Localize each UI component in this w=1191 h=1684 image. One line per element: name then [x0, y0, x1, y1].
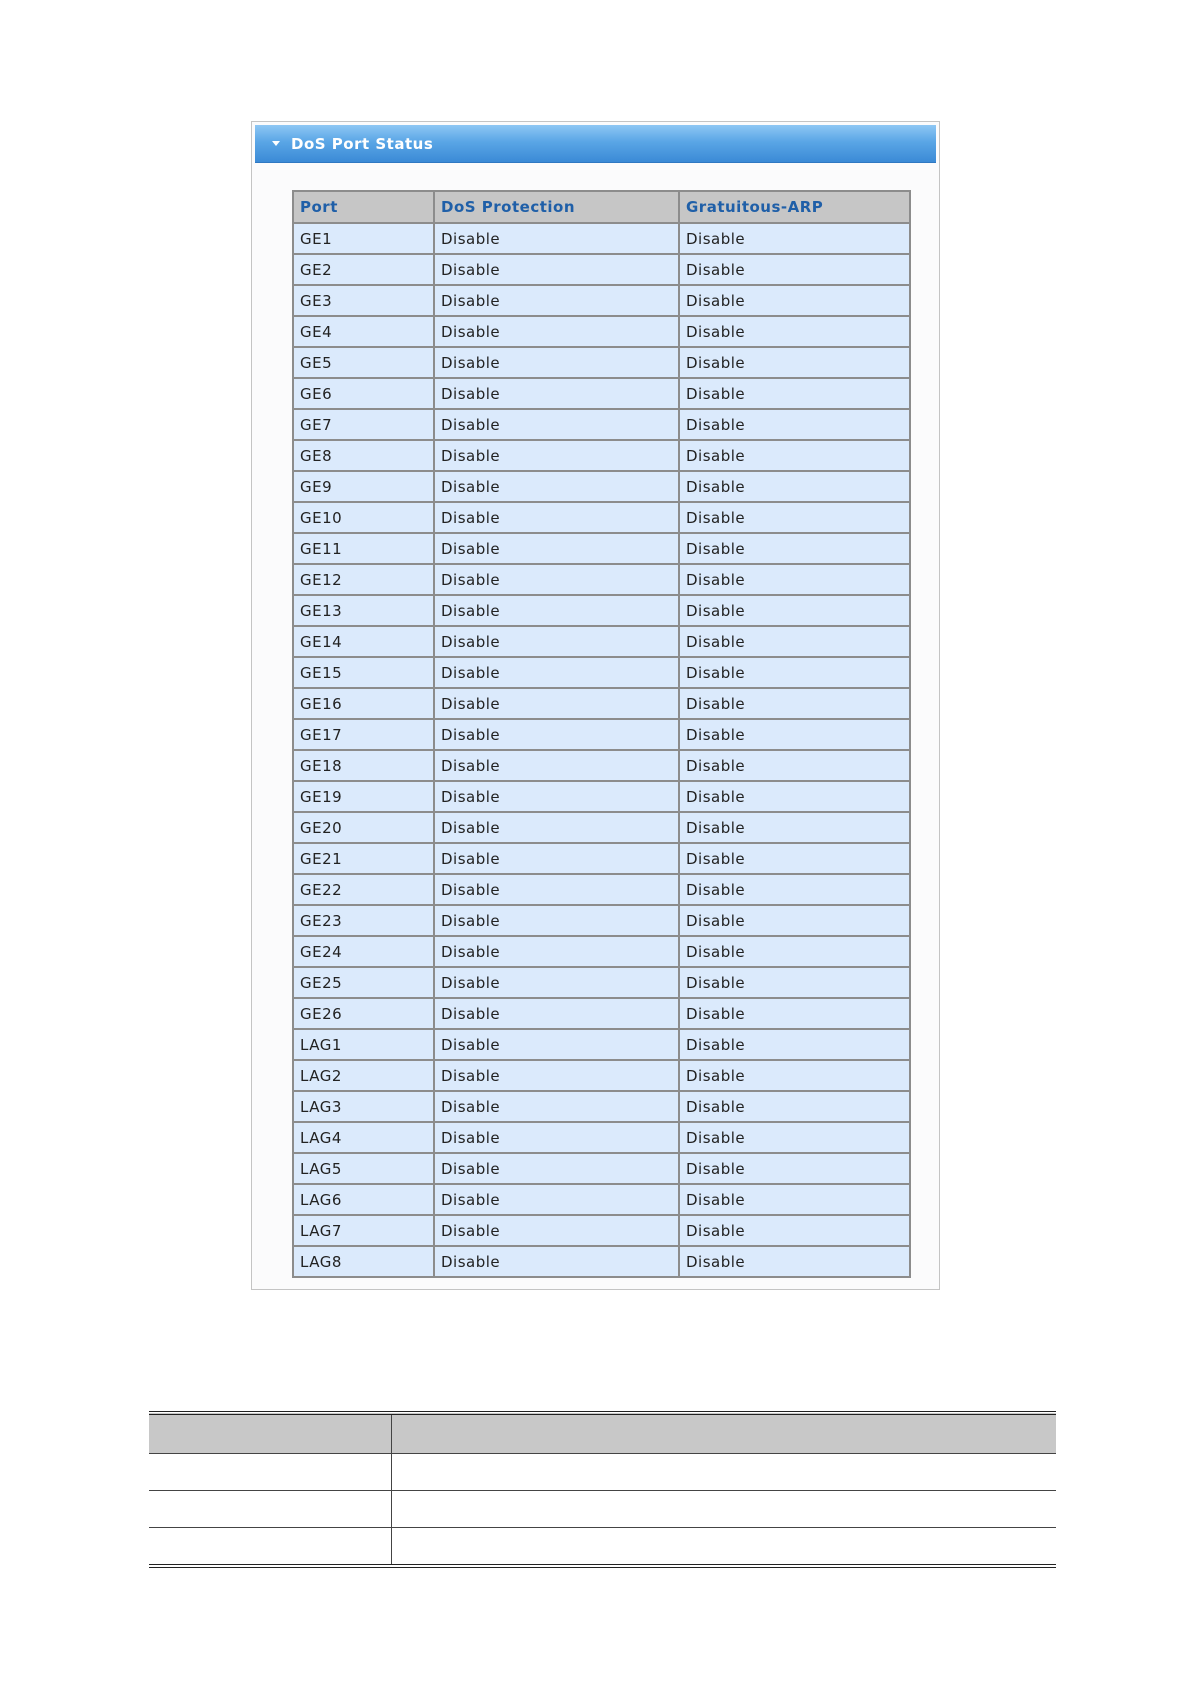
gratuitous-arp-cell: Disable — [679, 626, 910, 657]
dos-protection-cell: Disable — [434, 1122, 679, 1153]
dos-protection-cell: Disable — [434, 750, 679, 781]
dos-protection-cell: Disable — [434, 316, 679, 347]
dos-protection-cell: Disable — [434, 1153, 679, 1184]
gratuitous-arp-cell: Disable — [679, 1060, 910, 1091]
table-row — [293, 533, 910, 564]
panel-title: DoS Port Status — [291, 134, 434, 153]
dos-protection-cell: Disable — [434, 254, 679, 285]
gratuitous-arp-cell: Disable — [679, 812, 910, 843]
description-header-cell — [149, 1413, 392, 1454]
dos-protection-cell: Disable — [434, 1184, 679, 1215]
table-row — [293, 1246, 910, 1277]
port-cell: GE8 — [293, 440, 434, 471]
table-row — [293, 595, 910, 626]
port-cell: GE22 — [293, 874, 434, 905]
table-row — [293, 843, 910, 874]
table-row — [293, 688, 910, 719]
port-cell: LAG4 — [293, 1122, 434, 1153]
port-cell: GE10 — [293, 502, 434, 533]
dos-protection-cell: Disable — [434, 967, 679, 998]
table-row — [293, 1060, 910, 1091]
port-cell: GE18 — [293, 750, 434, 781]
table-row — [293, 1091, 910, 1122]
dos-protection-cell: Disable — [434, 471, 679, 502]
description-cell — [392, 1528, 1057, 1567]
dos-protection-cell: Disable — [434, 812, 679, 843]
dos-protection-cell: Disable — [434, 595, 679, 626]
gratuitous-arp-cell: Disable — [679, 1091, 910, 1122]
dos-protection-cell: Disable — [434, 378, 679, 409]
table-row — [293, 657, 910, 688]
table-row — [293, 626, 910, 657]
dos-protection-cell: Disable — [434, 781, 679, 812]
port-cell: GE1 — [293, 223, 434, 254]
description-row — [149, 1454, 1056, 1491]
dos-protection-cell: Disable — [434, 874, 679, 905]
description-table — [149, 1411, 1056, 1568]
port-cell: GE23 — [293, 905, 434, 936]
description-cell — [149, 1528, 392, 1567]
dos-protection-cell: Disable — [434, 1029, 679, 1060]
port-cell: GE6 — [293, 378, 434, 409]
table-row — [293, 316, 910, 347]
table-row — [293, 502, 910, 533]
dos-protection-cell: Disable — [434, 440, 679, 471]
gratuitous-arp-cell: Disable — [679, 1184, 910, 1215]
table-row — [293, 285, 910, 316]
port-cell: GE26 — [293, 998, 434, 1029]
port-cell: GE4 — [293, 316, 434, 347]
gratuitous-arp-cell: Disable — [679, 378, 910, 409]
table-row — [293, 1215, 910, 1246]
description-cell — [149, 1491, 392, 1528]
dos-protection-cell: Disable — [434, 688, 679, 719]
table-row — [293, 1122, 910, 1153]
gratuitous-arp-cell: Disable — [679, 657, 910, 688]
port-cell: GE16 — [293, 688, 434, 719]
caret-down-icon[interactable] — [272, 141, 280, 146]
description-cell — [149, 1454, 392, 1491]
gratuitous-arp-cell: Disable — [679, 564, 910, 595]
table-row — [293, 936, 910, 967]
port-cell: GE14 — [293, 626, 434, 657]
table-row — [293, 254, 910, 285]
dos-protection-cell: Disable — [434, 626, 679, 657]
gratuitous-arp-cell: Disable — [679, 316, 910, 347]
gratuitous-arp-cell: Disable — [679, 905, 910, 936]
dos-port-status-panel — [251, 121, 940, 1290]
gratuitous-arp-cell: Disable — [679, 471, 910, 502]
table-row — [293, 223, 910, 254]
port-cell: GE2 — [293, 254, 434, 285]
gratuitous-arp-cell: Disable — [679, 1029, 910, 1060]
table-row — [293, 998, 910, 1029]
gratuitous-arp-cell: Disable — [679, 967, 910, 998]
gratuitous-arp-cell: Disable — [679, 781, 910, 812]
gratuitous-arp-cell: Disable — [679, 254, 910, 285]
dos-protection-cell: Disable — [434, 998, 679, 1029]
panel-header[interactable] — [255, 125, 936, 163]
dos-protection-cell: Disable — [434, 1215, 679, 1246]
gratuitous-arp-cell: Disable — [679, 347, 910, 378]
dos-protection-cell: Disable — [434, 843, 679, 874]
column-header-dos-protection: DoS Protection — [434, 191, 679, 223]
table-row — [293, 1153, 910, 1184]
port-cell: LAG6 — [293, 1184, 434, 1215]
dos-protection-cell: Disable — [434, 719, 679, 750]
table-row — [293, 1184, 910, 1215]
dos-protection-cell: Disable — [434, 905, 679, 936]
gratuitous-arp-cell: Disable — [679, 223, 910, 254]
port-cell: GE7 — [293, 409, 434, 440]
gratuitous-arp-cell: Disable — [679, 874, 910, 905]
gratuitous-arp-cell: Disable — [679, 843, 910, 874]
table-header-row — [293, 191, 910, 223]
table-row — [293, 967, 910, 998]
port-cell: GE15 — [293, 657, 434, 688]
port-cell: GE20 — [293, 812, 434, 843]
description-row — [149, 1491, 1056, 1528]
description-header-row — [149, 1413, 1056, 1454]
port-cell: LAG7 — [293, 1215, 434, 1246]
dos-protection-cell: Disable — [434, 1246, 679, 1277]
gratuitous-arp-cell: Disable — [679, 595, 910, 626]
dos-protection-cell: Disable — [434, 533, 679, 564]
table-row — [293, 905, 910, 936]
gratuitous-arp-cell: Disable — [679, 1215, 910, 1246]
table-row — [293, 409, 910, 440]
description-row — [149, 1528, 1056, 1567]
table-body — [293, 223, 910, 1277]
table-row — [293, 440, 910, 471]
column-header-gratuitous-arp: Gratuitous-ARP — [679, 191, 910, 223]
port-cell: GE19 — [293, 781, 434, 812]
table-row — [293, 812, 910, 843]
description-cell — [392, 1491, 1057, 1528]
gratuitous-arp-cell: Disable — [679, 533, 910, 564]
gratuitous-arp-cell: Disable — [679, 719, 910, 750]
port-cell: GE12 — [293, 564, 434, 595]
gratuitous-arp-cell: Disable — [679, 502, 910, 533]
column-header-port: Port — [293, 191, 434, 223]
dos-protection-cell: Disable — [434, 564, 679, 595]
table-row — [293, 378, 910, 409]
table-row — [293, 347, 910, 378]
table-row — [293, 750, 910, 781]
dos-protection-cell: Disable — [434, 657, 679, 688]
port-cell: GE24 — [293, 936, 434, 967]
table-row — [293, 564, 910, 595]
port-cell: GE11 — [293, 533, 434, 564]
table-row — [293, 874, 910, 905]
gratuitous-arp-cell: Disable — [679, 688, 910, 719]
port-cell: LAG8 — [293, 1246, 434, 1277]
port-cell: LAG3 — [293, 1091, 434, 1122]
dos-protection-cell: Disable — [434, 223, 679, 254]
dos-protection-cell: Disable — [434, 936, 679, 967]
port-cell: LAG1 — [293, 1029, 434, 1060]
port-cell: GE21 — [293, 843, 434, 874]
table-row — [293, 1029, 910, 1060]
dos-protection-cell: Disable — [434, 347, 679, 378]
table-row — [293, 781, 910, 812]
gratuitous-arp-cell: Disable — [679, 1153, 910, 1184]
port-status-table — [292, 190, 911, 1278]
port-cell: GE5 — [293, 347, 434, 378]
gratuitous-arp-cell: Disable — [679, 285, 910, 316]
gratuitous-arp-cell: Disable — [679, 440, 910, 471]
dos-protection-cell: Disable — [434, 1060, 679, 1091]
port-cell: GE25 — [293, 967, 434, 998]
description-cell — [392, 1454, 1057, 1491]
description-header-cell — [392, 1413, 1057, 1454]
port-cell: GE9 — [293, 471, 434, 502]
dos-protection-cell: Disable — [434, 1091, 679, 1122]
dos-protection-cell: Disable — [434, 502, 679, 533]
table-row — [293, 719, 910, 750]
gratuitous-arp-cell: Disable — [679, 750, 910, 781]
port-cell: LAG5 — [293, 1153, 434, 1184]
gratuitous-arp-cell: Disable — [679, 936, 910, 967]
gratuitous-arp-cell: Disable — [679, 1122, 910, 1153]
dos-protection-cell: Disable — [434, 409, 679, 440]
gratuitous-arp-cell: Disable — [679, 1246, 910, 1277]
gratuitous-arp-cell: Disable — [679, 409, 910, 440]
port-cell: GE3 — [293, 285, 434, 316]
port-cell: GE17 — [293, 719, 434, 750]
port-cell: GE13 — [293, 595, 434, 626]
table-row — [293, 471, 910, 502]
port-cell: LAG2 — [293, 1060, 434, 1091]
dos-protection-cell: Disable — [434, 285, 679, 316]
gratuitous-arp-cell: Disable — [679, 998, 910, 1029]
